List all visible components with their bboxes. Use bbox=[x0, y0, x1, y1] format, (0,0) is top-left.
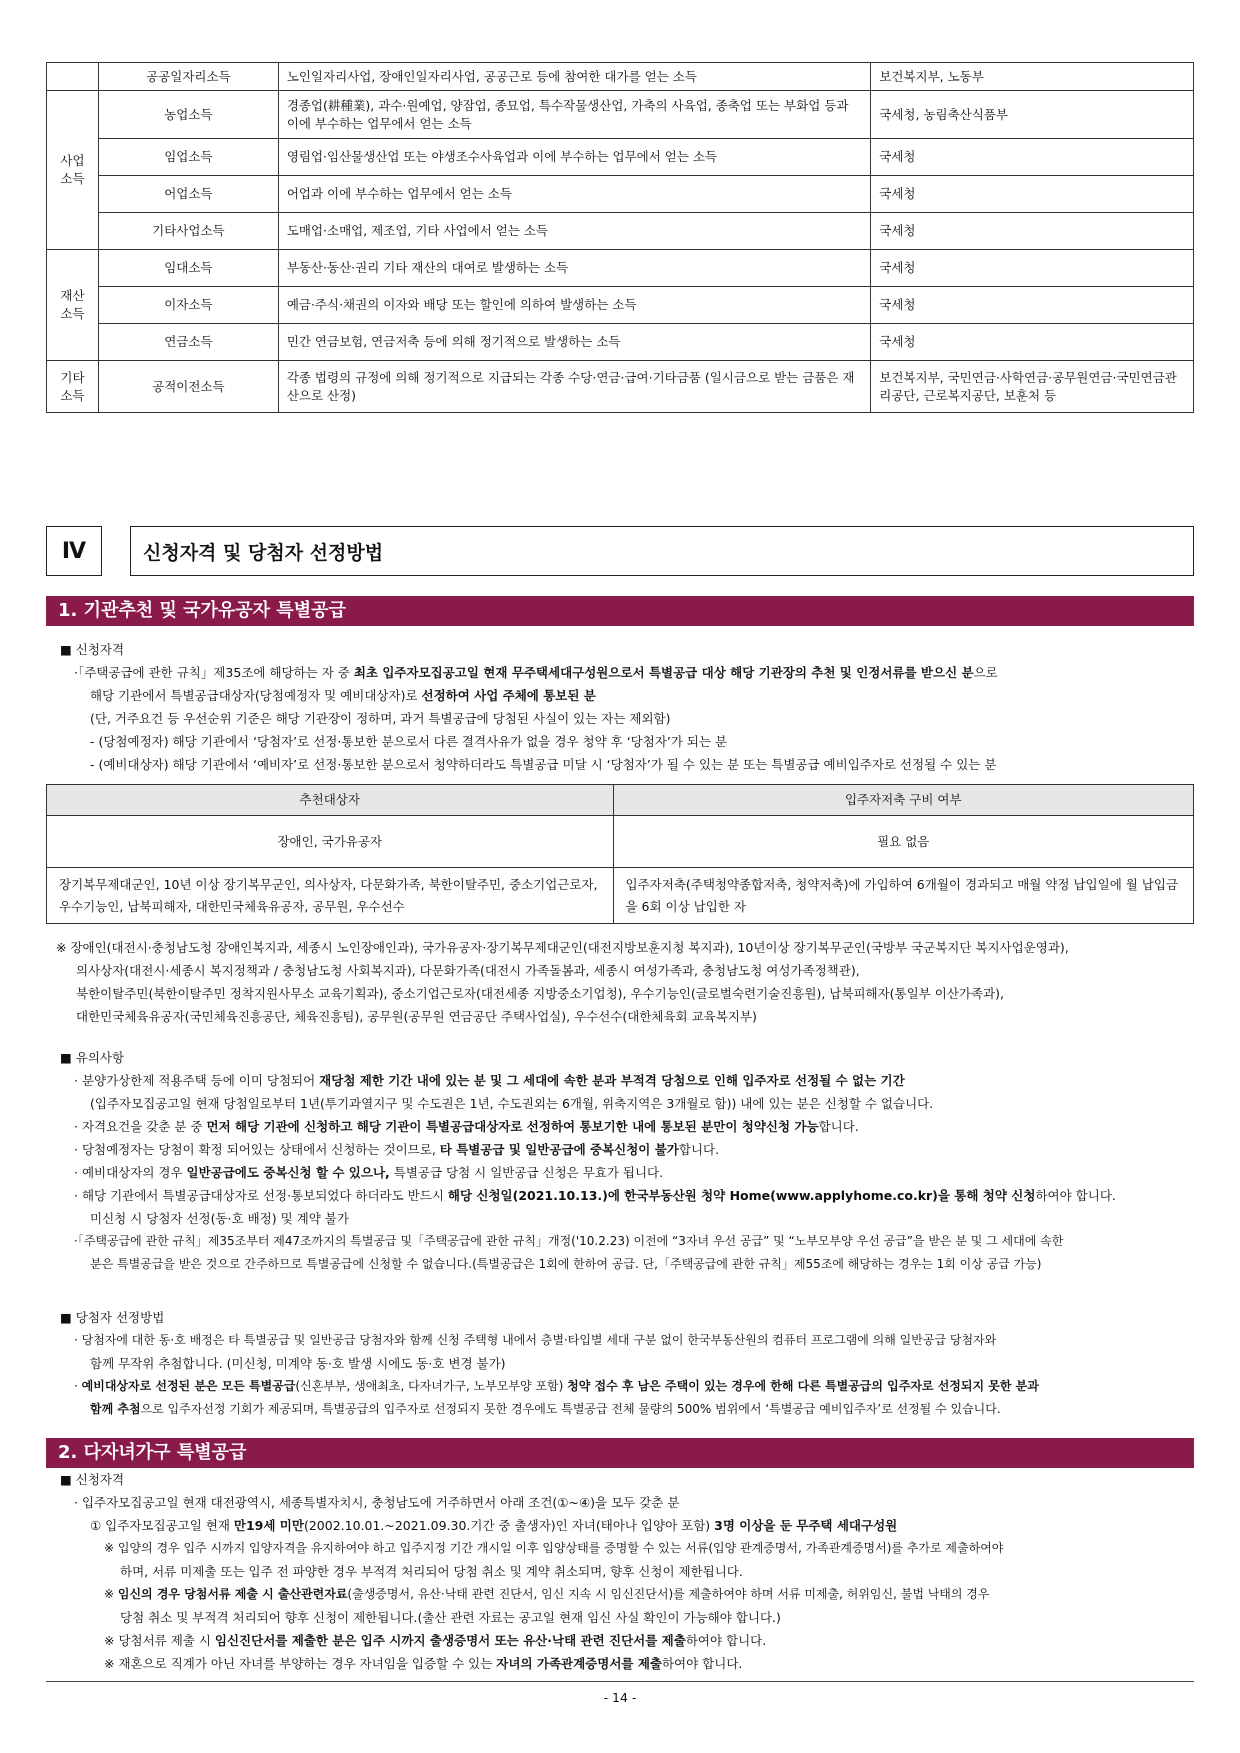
income-table bbox=[46, 62, 1194, 413]
paragraph: · 당첨자에 대한 동·호 배정은 타 특별공급 및 일반공급 당첨자와 함께 신청 주택형 내에서 층별·타입별 세대 구분 없이 한국부동산원의 컴퓨터 프로그램에 의해 일반공급 당첨자와 bbox=[74, 1333, 997, 1347]
income-desc: 영림업·임산물생산업 또는 야생조수사육업과 이에 부수하는 업무에서 얻는 소득 bbox=[278, 139, 870, 176]
paragraph: ·「주택공급에 관한 규칙」제35조에 해당하는 자 중 최초 입주자모집공고일 현재 무주택세대구성원으로서 특별공급 대상 해당 기관장의 추천 및 인정서류를 받으신 분으로 bbox=[74, 665, 998, 680]
paragraph: · 자격요건을 갖춘 분 중 먼저 해당 기관에 신청하고 해당 기관이 특별공급대상자로 선정하여 통보기한 내에 통보된 분만이 청약신청 가능합니다. bbox=[74, 1119, 859, 1134]
income-table-wrap bbox=[46, 62, 1194, 413]
income-type: 기타사업소득 bbox=[98, 213, 278, 250]
heading: ■ 유의사항 bbox=[60, 1050, 125, 1065]
income-agency: 보건복지부, 국민연금·사학연금·공무원연금·국민연금관리공단, 근로복지공단, 보훈처 등 bbox=[871, 361, 1194, 413]
paragraph: 미신청 시 당첨자 선정(동·호 배정) 및 계약 불가 bbox=[90, 1211, 349, 1226]
paragraph: · 분양가상한제 적용주택 등에 이미 당첨되어 재당첨 제한 기간 내에 있는 분 및 그 세대에 속한 분과 부적격 당첨으로 인해 입주자로 선정될 수 없는 기간 bbox=[74, 1073, 905, 1088]
qualification-block bbox=[60, 638, 1194, 776]
paragraph: · 예비대상자의 경우 일반공급에도 중복신청 할 수 있으나, 특별공급 당첨 시 일반공급 신청은 무효가 됩니다. bbox=[74, 1165, 664, 1180]
paragraph: (입주자모집공고일 현재 당첨일로부터 1년(투기과열지구 및 수도권은 1년, 수도권외는 6개월, 위축지역은 3개월로 함)) 내에 있는 분은 신청할 수 없습니다. bbox=[90, 1096, 934, 1111]
income-desc: 각종 법령의 규정에 의해 정기적으로 지급되는 각종 수당·연금·급여·기타금품 (일시금으로 받는 금품은 재산으로 산정) bbox=[278, 361, 870, 413]
note: 북한이탈주민(북한이탈주민 정착지원사무소 교육기획과), 중소기업근로자(대전세종 지방중소기업청), 우수기능인(글로벌숙련기술진흥원), 납북피해자(통일부 이산가족과), bbox=[76, 986, 1004, 1001]
table-cell: 필요 없음 bbox=[613, 816, 1194, 868]
section-header bbox=[46, 526, 1194, 576]
group-cell bbox=[47, 63, 99, 91]
income-agency: 국세청 bbox=[871, 176, 1194, 213]
heading: ■ 당첨자 선정방법 bbox=[60, 1310, 165, 1325]
paragraph: ※ 재혼으로 직계가 아닌 자녀를 부양하는 경우 자녀임을 입증할 수 있는 자녀의 가족관계증명서를 제출하여야 합니다. bbox=[104, 1656, 743, 1671]
paragraph: (단, 거주요건 등 우선순위 기준은 해당 기관장이 정하며, 과거 특별공급에 당첨된 사실이 있는 자는 제외함) bbox=[90, 711, 671, 726]
paragraph: ·「주택공급에 관한 규칙」제35조부터 제47조까지의 특별공급 및「주택공급에 관한 규칙」개정('10.2.23) 이전에 “3자녀 우선 공급” 및 “노부모부양 우선 공급”을 받은 분 및 그 세대에 속한 bbox=[74, 1234, 1064, 1248]
income-desc: 민간 연금보험, 연금저축 등에 의해 정기적으로 발생하는 소득 bbox=[278, 324, 870, 361]
paragraph: 함께 무작위 추첨합니다. (미신청, 미계약 동·호 발생 시에도 동·호 변경 불가) bbox=[90, 1356, 506, 1371]
income-type: 공적이전소득 bbox=[98, 361, 278, 413]
caution-block bbox=[60, 1046, 1194, 1276]
footer-divider bbox=[46, 1681, 1194, 1682]
selection-block bbox=[60, 1306, 1194, 1421]
paragraph: ① 입주자모집공고일 현재 만19세 미만(2002.10.01.~2021.09.30.기간 중 출생자)인 자녀(태아나 입양아 포함) 3명 이상을 둔 무주택 세대구성원 bbox=[90, 1518, 898, 1533]
income-agency: 국세청 bbox=[871, 213, 1194, 250]
paragraph: · 해당 기관에서 특별공급대상자로 선정·통보되었다 하더라도 반드시 해당 신청일(2021.10.13.)에 한국부동산원 청약 Home(www.applyhome.co.kr)을 통해 청약 신청하여야 합니다. bbox=[74, 1188, 1116, 1203]
income-type: 이자소득 bbox=[98, 287, 278, 324]
section-title: 신청자격 및 당첨자 선정방법 bbox=[130, 526, 1194, 576]
income-desc: 도매업·소매업, 제조업, 기타 사업에서 얻는 소득 bbox=[278, 213, 870, 250]
table-row bbox=[47, 63, 1194, 91]
table-cell: 장애인, 국가유공자 bbox=[47, 816, 614, 868]
note: 의사상자(대전시·세종시 복지정책과 / 충청남도청 사회복지과), 다문화가족(대전시 가족돌봄과, 세종시 여성가족과, 충청남도청 여성가족정책관), bbox=[76, 963, 860, 978]
income-type: 임업소득 bbox=[98, 139, 278, 176]
paragraph: 함께 추첨으로 입주자선정 기회가 제공되며, 특별공급의 입주자로 선정되지 못한 경우에도 특별공급 전체 물량의 500% 범위에서 ‘특별공급 예비입주자’로 선정될 수 있습니다. bbox=[90, 1402, 1001, 1416]
page-number: - 14 - bbox=[603, 1690, 637, 1705]
notes-block bbox=[56, 936, 1190, 1028]
section-number: Ⅳ bbox=[46, 526, 102, 576]
paragraph: · 입주자모집공고일 현재 대전광역시, 세종특별자치시, 충청남도에 거주하면서 아래 조건(①~④)을 모두 갖춘 분 bbox=[74, 1495, 680, 1510]
income-agency: 보건복지부, 노동부 bbox=[871, 63, 1194, 91]
paragraph: · 당첨예정자는 당첨이 확정 되어있는 상태에서 신청하는 것이므로, 타 특별공급 및 일반공급에 중복신청이 불가합니다. bbox=[74, 1142, 720, 1157]
paragraph: - (당첨예정자) 해당 기관에서 ‘당첨자’로 선정·통보한 분으로서 다른 결격사유가 없을 경우 청약 후 ‘당첨자’가 되는 분 bbox=[90, 734, 728, 749]
income-type: 농업소득 bbox=[98, 91, 278, 139]
group-cell: 사업 소득 bbox=[47, 91, 99, 250]
subsection-title: 1. 기관추천 및 국가유공자 특별공급 bbox=[46, 596, 1194, 626]
table-row bbox=[47, 139, 1194, 176]
table-row bbox=[47, 250, 1194, 287]
table-row bbox=[47, 213, 1194, 250]
income-desc: 예금·주식·채권의 이자와 배당 또는 할인에 의하여 발생하는 소득 bbox=[278, 287, 870, 324]
table-cell: 입주자저축(주택청약종합저축, 청약저축)에 가입하여 6개월이 경과되고 매월 약정 납입일에 월 납입금을 6회 이상 납입한 자 bbox=[613, 868, 1194, 924]
paragraph: ※ 당첨서류 제출 시 임신진단서를 제출한 분은 입주 시까지 출생증명서 또는 유산·낙태 관련 진단서를 제출하여야 합니다. bbox=[104, 1633, 767, 1648]
heading: ■ 신청자격 bbox=[60, 642, 125, 657]
qualification-block-2 bbox=[60, 1468, 1194, 1675]
income-agency: 국세청 bbox=[871, 250, 1194, 287]
paragraph: ※ 입양의 경우 입주 시까지 입양자격을 유지하여야 하고 입주지정 기간 개시일 이후 입양상태를 증명할 수 있는 서류(입양 관계증명서, 가족관계증명서)를 추가로 제출하여야 bbox=[104, 1541, 1004, 1555]
income-desc: 경종업(耕種業), 과수·원예업, 양잠업, 종묘업, 특수작물생산업, 가축의 사육업, 종축업 또는 부화업 등과 이에 부수하는 업무에서 얻는 소득 bbox=[278, 91, 870, 139]
paragraph: 당첨 취소 및 부적격 처리되어 향후 신청이 제한됩니다.(출산 관련 자료는 공고일 현재 임신 사실 확인이 가능해야 합니다.) bbox=[120, 1610, 781, 1625]
table-row bbox=[47, 816, 1194, 868]
table-row bbox=[47, 287, 1194, 324]
income-agency: 국세청 bbox=[871, 324, 1194, 361]
table-row bbox=[47, 361, 1194, 413]
income-agency: 국세청, 농림축산식품부 bbox=[871, 91, 1194, 139]
table-cell: 장기복무제대군인, 10년 이상 장기복무군인, 의사상자, 다문화가족, 북한이탈주민, 중소기업근로자, 우수기능인, 납북피해자, 대한민국체육유공자, 공무원, 우수선수 bbox=[47, 868, 614, 924]
paragraph: · 예비대상자로 선정된 분은 모든 특별공급(신혼부부, 생애최초, 다자녀가구, 노부모부양 포함) 청약 접수 후 남은 주택이 있는 경우에 한해 다른 특별공급의 입주자로 선정되지 못한 분과 bbox=[74, 1379, 1039, 1393]
paragraph: 해당 기관에서 특별공급대상자(당첨예정자 및 예비대상자)로 선정하여 사업 주체에 통보된 분 bbox=[90, 688, 596, 703]
income-desc: 부동산·동산·권리 기타 재산의 대여로 발생하는 소득 bbox=[278, 250, 870, 287]
income-desc: 노인일자리사업, 장애인일자리사업, 공공근로 등에 참여한 대가를 얻는 소득 bbox=[278, 63, 870, 91]
table-row bbox=[47, 868, 1194, 924]
note: 대한민국체육유공자(국민체육진흥공단, 체육진흥팀), 공무원(공무원 연금공단 주택사업실), 우수선수(대한체육회 교육복지부) bbox=[76, 1009, 757, 1024]
group-cell: 기타 소득 bbox=[47, 361, 99, 413]
income-type: 임대소득 bbox=[98, 250, 278, 287]
subsection-title: 2. 다자녀가구 특별공급 bbox=[46, 1438, 1194, 1468]
table-row bbox=[47, 176, 1194, 213]
table-row bbox=[47, 324, 1194, 361]
paragraph: - (예비대상자) 해당 기관에서 ‘예비자’로 선정·통보한 분으로서 청약하더라도 특별공급 미달 시 ‘당첨자’가 될 수 있는 분 또는 특별공급 예비입주자로 선정될 수 있는 분 bbox=[90, 757, 997, 772]
column-header: 입주자저축 구비 여부 bbox=[613, 785, 1194, 816]
income-agency: 국세청 bbox=[871, 287, 1194, 324]
group-cell: 재산 소득 bbox=[47, 250, 99, 361]
paragraph: ※ 임신의 경우 당첨서류 제출 시 출산관련자료(출생증명서, 유산·낙태 관련 진단서, 임신 지속 시 임신진단서)를 제출하여야 하며 서류 미제출, 허위임신, 불법 낙태의 경우 bbox=[104, 1587, 990, 1601]
heading: ■ 신청자격 bbox=[60, 1472, 125, 1487]
paragraph: 분은 특별공급을 받은 것으로 간주하므로 특별공급에 신청할 수 없습니다.(특별공급은 1회에 한하여 공급. 단,「주택공급에 관한 규칙」제55조에 해당하는 경우는 1회 이상 공급 가능) bbox=[90, 1257, 1042, 1271]
table-row bbox=[47, 91, 1194, 139]
income-type: 공공일자리소득 bbox=[98, 63, 278, 91]
column-header: 추천대상자 bbox=[47, 785, 614, 816]
recommend-table bbox=[46, 784, 1194, 924]
paragraph: 하며, 서류 미제출 또는 입주 전 파양한 경우 부적격 처리되어 당첨 취소 및 계약 취소되며, 향후 신청이 제한됩니다. bbox=[120, 1564, 743, 1579]
note: ※ 장애인(대전시·충청남도청 장애인복지과, 세종시 노인장애인과), 국가유공자·장기복무제대군인(대전지방보훈지청 복지과), 10년이상 장기복무군인(국방부 국군복지단 복지사업운영과), bbox=[56, 940, 1069, 955]
income-type: 연금소득 bbox=[98, 324, 278, 361]
table-header-row bbox=[47, 785, 1194, 816]
income-type: 어업소득 bbox=[98, 176, 278, 213]
income-agency: 국세청 bbox=[871, 139, 1194, 176]
income-desc: 어업과 이에 부수하는 업무에서 얻는 소득 bbox=[278, 176, 870, 213]
